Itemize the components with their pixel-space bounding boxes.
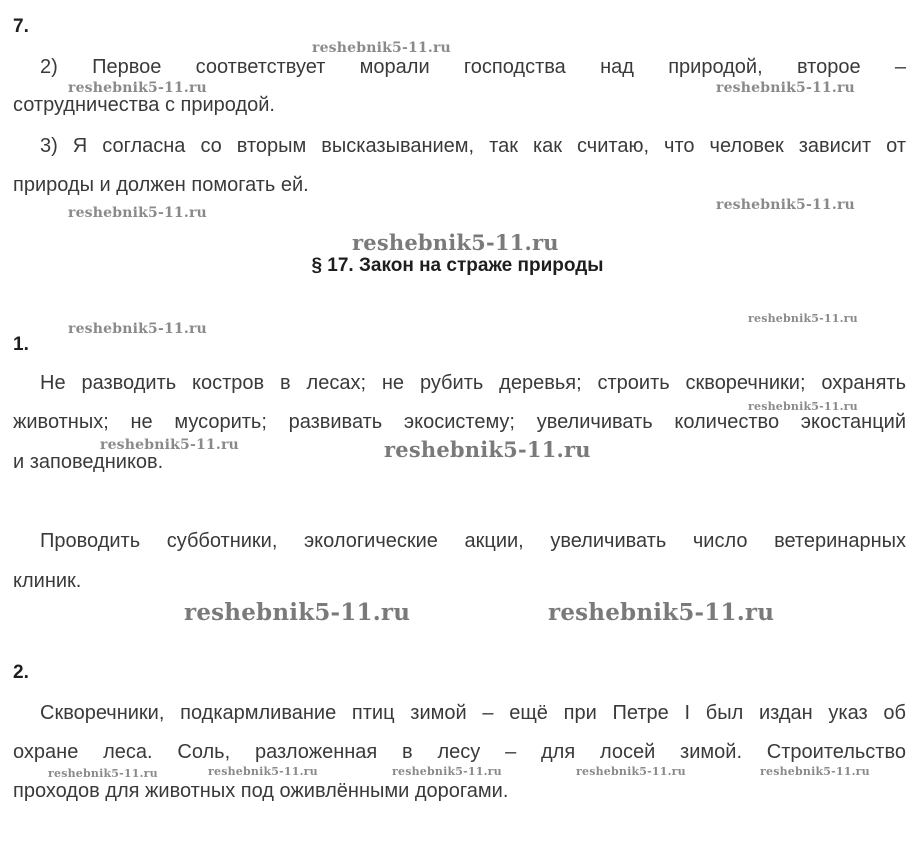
task-number-7: 7. <box>13 16 29 37</box>
watermark: reshebnik5-11.ru <box>384 437 591 462</box>
task-2-line-3: проходов для животных под оживлёнными дорогами. <box>13 780 509 802</box>
answer-2-line-2: сотрудничества с природой. <box>13 94 275 116</box>
watermark: reshebnik5-11.ru <box>716 197 855 213</box>
task-1-a-line-1: Не разводить костров в лесах; не рубить деревья; строить скворечники; охранять <box>40 372 906 394</box>
answer-2-line-1: 2) Первое соответствует морали господства над природой, второе – <box>40 56 906 78</box>
watermark: reshebnik5-11.ru <box>208 765 318 778</box>
watermark: reshebnik5-11.ru <box>760 765 870 778</box>
watermark: reshebnik5-11.ru <box>352 230 559 255</box>
watermark: reshebnik5-11.ru <box>100 437 239 453</box>
paragraph-title: § 17. Закон на страже природы <box>311 255 604 276</box>
task-1-b-line-1: Проводить субботники, экологические акции, увеличивать число ветеринарных <box>40 530 906 552</box>
task-number-1: 1. <box>13 334 29 355</box>
watermark: reshebnik5-11.ru <box>68 321 207 337</box>
task-2-line-1: Скворечники, подкармливание птиц зимой – ещё при Петре I был издан указ об <box>40 702 906 724</box>
answer-3-line-2: природы и должен помогать ей. <box>13 174 309 196</box>
watermark: reshebnik5-11.ru <box>748 400 858 413</box>
task-1-b-line-2: клиник. <box>13 570 82 592</box>
watermark: reshebnik5-11.ru <box>68 80 207 96</box>
watermark: reshebnik5-11.ru <box>312 40 451 56</box>
watermark: reshebnik5-11.ru <box>548 599 775 626</box>
watermark: reshebnik5-11.ru <box>68 205 207 221</box>
task-number-2: 2. <box>13 662 29 683</box>
watermark: reshebnik5-11.ru <box>576 765 686 778</box>
task-1-a-line-3: и заповедников. <box>13 451 164 473</box>
answer-3-line-1: 3) Я согласна со вторым высказыванием, так как считаю, что человек зависит от <box>40 135 906 157</box>
watermark: reshebnik5-11.ru <box>184 599 411 626</box>
watermark: reshebnik5-11.ru <box>748 312 858 325</box>
watermark: reshebnik5-11.ru <box>716 80 855 96</box>
task-2-line-2: охране леса. Соль, разложенная в лесу – для лосей зимой. Строительство <box>13 741 906 763</box>
watermark: reshebnik5-11.ru <box>392 765 502 778</box>
watermark: reshebnik5-11.ru <box>48 767 158 780</box>
task-1-a-line-2: животных; не мусорить; развивать экосистему; увеличивать количество экостанций <box>13 411 906 433</box>
